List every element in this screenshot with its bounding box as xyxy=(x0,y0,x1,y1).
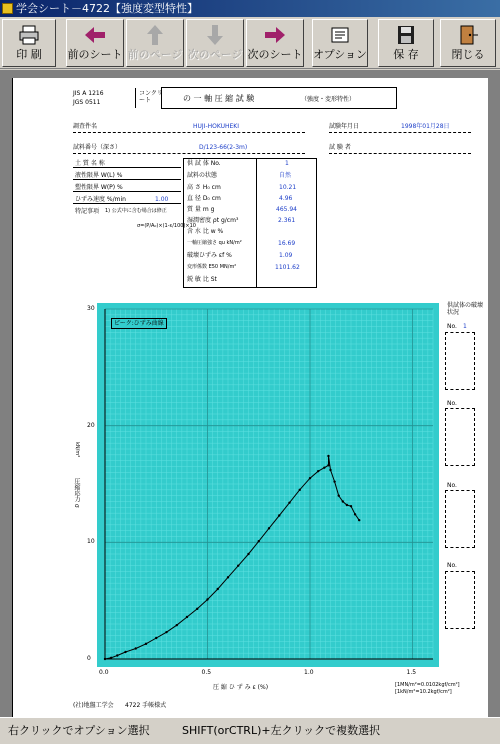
data-point xyxy=(104,658,106,660)
title-bar xyxy=(0,0,500,17)
stress-strain-chart xyxy=(97,303,439,667)
strain-rate-value: 1.00 xyxy=(155,196,169,203)
series-line-0 xyxy=(105,456,359,659)
arrow-up-icon xyxy=(143,24,167,46)
data-point xyxy=(309,477,311,479)
next-page-button[interactable]: 次のページ xyxy=(186,19,244,67)
project-label: 調査件名 xyxy=(73,123,98,130)
y-tick-label: 20 xyxy=(87,421,95,429)
sheet-title: の 一 軸 圧 縮 試 験 xyxy=(183,94,255,103)
note-text: 1) 公式中に含む場合は修正 xyxy=(105,208,167,214)
rule xyxy=(73,179,181,180)
row-label-7: 破壊ひずみ εf % xyxy=(187,252,232,259)
y-tick-label: 30 xyxy=(87,305,95,312)
project-underline xyxy=(73,132,305,133)
row-label-1: 高 さ H₀ cm xyxy=(187,184,221,191)
data-point xyxy=(354,513,356,515)
x-tick-label: 0.0 xyxy=(99,669,109,676)
row-value-2: 4.96 xyxy=(279,195,293,202)
rule xyxy=(73,203,181,204)
failure-box-1 xyxy=(445,332,475,390)
failure-box-4 xyxy=(445,571,475,629)
data-point xyxy=(278,514,280,516)
data-point xyxy=(227,576,229,578)
status-left: 右クリックでオプション選択 xyxy=(8,724,150,737)
data-point xyxy=(155,637,157,639)
status-right: SHIFT(orCTRL)+左クリックで複数選択 xyxy=(182,724,381,737)
rule xyxy=(73,167,181,168)
window-title: 学会シート－4722【強度変型特性】 xyxy=(16,2,198,15)
data-point xyxy=(327,455,329,457)
side-no-label-3: No. xyxy=(447,482,457,489)
sheet-title-sub: （強度・変形特性） xyxy=(301,96,356,103)
row-value-8: 1101.62 xyxy=(275,264,300,271)
arrow-down-icon xyxy=(203,24,227,46)
x-tick-label: 0.5 xyxy=(201,669,212,676)
status-bar xyxy=(0,717,500,743)
unit-note-1: [1MN/m²=0.0102kgf/cm²] xyxy=(395,682,460,688)
prev-sheet-button[interactable]: 前のシート xyxy=(66,19,124,67)
data-point xyxy=(327,464,329,466)
arrow-right-icon xyxy=(263,24,287,46)
jgs-code: JGS 0511 xyxy=(73,99,101,106)
date-value: 1998年01月28日 xyxy=(401,123,450,130)
data-point xyxy=(116,654,118,656)
row-value-0: 自然 xyxy=(279,172,292,179)
side-title: 供試体の破壊状況 xyxy=(447,302,484,316)
table-no: 1 xyxy=(285,160,289,167)
door-icon xyxy=(456,24,480,46)
project-value: HUJI-HOKUHEKI xyxy=(193,123,240,130)
tester-underline xyxy=(329,153,471,154)
x-tick-label: 1.5 xyxy=(406,669,417,676)
data-point xyxy=(206,598,208,600)
data-point xyxy=(196,608,198,610)
data-point xyxy=(145,643,147,645)
note-label: 特記事項 xyxy=(75,208,100,215)
jis-code: JIS A 1216 xyxy=(73,90,104,97)
row-label-6: 一軸圧縮強さ qu kN/m² xyxy=(187,240,242,246)
row-label-0: 試料の状態 xyxy=(187,172,218,179)
row-label-5: 含 水 比 w % xyxy=(187,228,224,235)
data-point xyxy=(268,527,270,529)
rule xyxy=(256,158,257,288)
data-point xyxy=(247,553,249,555)
toolbar xyxy=(0,17,500,69)
save-button[interactable]: 保 存 xyxy=(378,19,434,67)
sample-underline xyxy=(73,153,305,154)
footer-code: 4722 手帳様式 xyxy=(125,702,167,709)
row-value-7: 1.09 xyxy=(279,252,293,259)
data-point xyxy=(237,564,239,566)
side-no-label-2: No. xyxy=(447,400,457,407)
sample-value: D/123-66(2-3m) xyxy=(199,144,248,151)
side-no-label-4: No. xyxy=(447,562,457,569)
chart-yunit: kN/m² xyxy=(74,442,80,458)
side-no-label-1: No. xyxy=(447,323,457,330)
data-point xyxy=(165,631,167,633)
tester-label: 試 験 者 xyxy=(329,144,351,151)
rule xyxy=(73,191,181,192)
next-sheet-button[interactable]: 次のシート xyxy=(246,19,304,67)
data-point xyxy=(350,505,352,507)
data-point xyxy=(338,494,340,496)
print-button[interactable]: 印 刷 xyxy=(2,19,56,67)
concrete-label: コンクリート xyxy=(139,90,163,104)
left-row-2: 塑性限界 W(P) % xyxy=(75,184,123,191)
footer-org: (社)地盤工学会 xyxy=(73,702,114,709)
floppy-icon xyxy=(394,24,418,46)
row-label-4: 湿潤密度 ρt g/cm³ xyxy=(187,217,239,224)
header-divider xyxy=(135,88,136,108)
data-point xyxy=(124,651,126,653)
options-icon xyxy=(328,24,352,46)
strain-rate-label: ひずみ速度 %/min xyxy=(75,196,126,203)
data-point xyxy=(358,519,360,521)
left-row-1: 液性限界 W(L) % xyxy=(75,172,123,179)
document-area[interactable] xyxy=(0,70,500,717)
row-label-8: 変形係数 E50 MN/m² xyxy=(187,264,237,270)
options-button[interactable]: オプション xyxy=(312,19,368,67)
data-point xyxy=(299,489,301,491)
date-underline xyxy=(329,132,471,133)
data-point xyxy=(288,501,290,503)
row-label-3: 質 量 m g xyxy=(187,206,215,213)
data-point xyxy=(258,540,260,542)
unit-note-2: [1kN/m²=10.2kgf/cm²] xyxy=(395,689,452,695)
chart-ylabel: 圧縮応力 σ xyxy=(73,478,80,508)
app-icon xyxy=(2,3,13,14)
close-button[interactable]: 閉じる xyxy=(440,19,496,67)
y-tick-label: 0 xyxy=(87,655,91,662)
data-point xyxy=(135,647,137,649)
data-point xyxy=(176,624,178,626)
table-header: 供 試 体 No. xyxy=(187,160,221,167)
data-point xyxy=(217,588,219,590)
sample-label: 試料番号（深さ） xyxy=(73,144,122,151)
data-point xyxy=(333,480,335,482)
prev-page-button[interactable]: 前のページ xyxy=(126,19,184,67)
printer-icon xyxy=(17,24,41,46)
failure-box-3 xyxy=(445,490,475,548)
data-point xyxy=(342,500,344,502)
left-row-0: 土 質 名 称 xyxy=(75,160,105,167)
chart-plot-area xyxy=(97,303,439,667)
side-no-value-1: 1 xyxy=(463,323,467,330)
formula: σ=(P/A₀)×(1-ε/100)×10 xyxy=(137,223,196,229)
data-point xyxy=(186,616,188,618)
row-value-6: 16.69 xyxy=(278,240,296,247)
data-point xyxy=(346,504,348,506)
row-label-9: 鋭 敏 比 St xyxy=(187,276,217,283)
row-value-1: 10.21 xyxy=(279,184,297,191)
row-label-2: 直 径 D₀ cm xyxy=(187,195,221,202)
data-point xyxy=(329,469,331,471)
row-value-3: 465.94 xyxy=(276,206,297,213)
date-label: 試験年月日 xyxy=(329,123,360,130)
chart-xlabel: 圧 縮 ひ ず み ε (%) xyxy=(213,684,269,691)
arrow-left-icon xyxy=(83,24,107,46)
sheet-page xyxy=(12,78,488,717)
data-point xyxy=(317,470,319,472)
data-point xyxy=(110,657,112,659)
y-tick-label: 10 xyxy=(87,538,95,546)
failure-box-2 xyxy=(445,408,475,466)
chart-legend: ピーク:ひずみ曲線 xyxy=(111,318,167,329)
data-point xyxy=(323,466,325,468)
row-value-4: 2.361 xyxy=(278,217,296,224)
x-tick-label: 1.0 xyxy=(304,669,314,676)
